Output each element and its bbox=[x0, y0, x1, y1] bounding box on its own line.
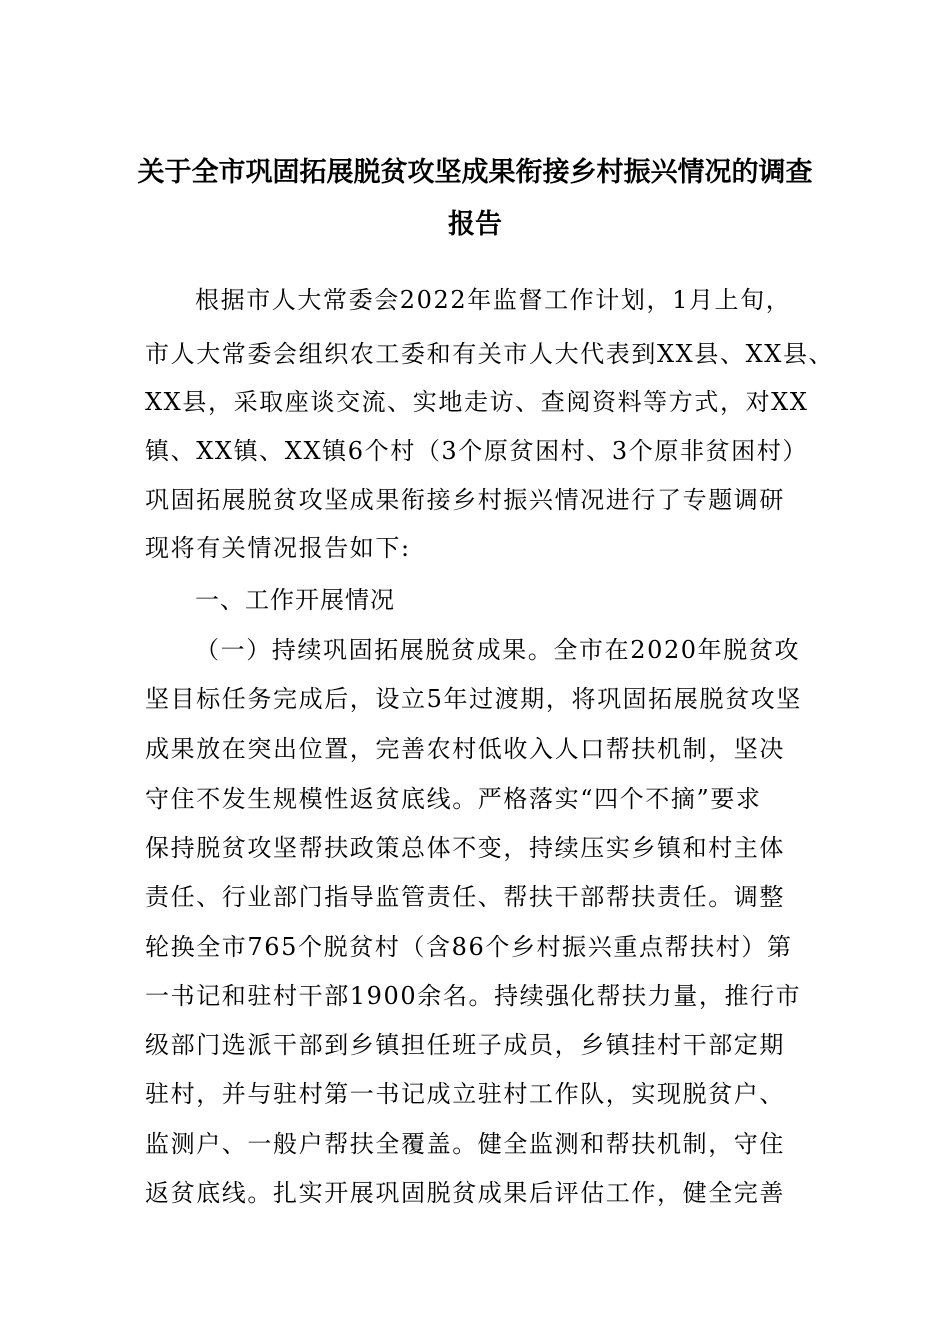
intro-line-3: XX县，采取座谈交流、实地走访、查阅资料等方式，对XX bbox=[145, 388, 809, 416]
intro-line-1: 根据市人大常委会2022年监督工作计划，1月上旬， bbox=[195, 286, 792, 314]
body-line-1: （一）持续巩固拓展脱贫成果。全市在2020年脱贫攻 bbox=[195, 636, 801, 664]
body-line-6: 责任、行业部门指导监管责任、帮扶干部帮扶责任。调整 bbox=[145, 883, 785, 911]
body-line-9: 级部门选派干部到乡镇担任班子成员，乡镇挂村干部定期 bbox=[145, 1031, 785, 1059]
body-line-2: 坚目标任务完成后，设立5年过渡期，将巩固拓展脱贫攻坚 bbox=[145, 685, 802, 713]
body-line-4: 守住不发生规模性返贫底线。严格落实“四个不摘”要求 bbox=[145, 785, 762, 813]
body-line-12: 返贫底线。扎实开展巩固脱贫成果后评估工作，健全完善 bbox=[145, 1179, 785, 1207]
body-line-8: 一书记和驻村干部1900余名。持续强化帮扶力量，推行市 bbox=[145, 982, 802, 1010]
body-line-7: 轮换全市765个脱贫村（含86个乡村振兴重点帮扶村）第 bbox=[145, 933, 793, 961]
section-heading-1: 一、工作开展情况 bbox=[195, 586, 395, 614]
document-title-line-2: 报告 bbox=[448, 209, 502, 240]
intro-line-5: 巩固拓展脱贫攻坚成果衔接乡村振兴情况进行了专题调研 bbox=[145, 486, 785, 514]
intro-line-4: 镇、XX镇、XX镇6个村（3个原贫困村、3个原非贫困村） bbox=[145, 437, 808, 465]
body-line-5: 保持脱贫攻坚帮扶政策总体不变，持续压实乡镇和村主体 bbox=[145, 834, 785, 862]
body-line-3: 成果放在突出位置，完善农村低收入人口帮扶机制，坚决 bbox=[145, 735, 785, 763]
body-line-10: 驻村，并与驻村第一书记成立驻村工作队，实现脱贫户、 bbox=[145, 1080, 785, 1108]
intro-line-2: 市人大常委会组织农工委和有关市人大代表到XX县、XX县、 bbox=[145, 340, 835, 368]
intro-line-6: 现将有关情况报告如下: bbox=[145, 534, 411, 562]
document-title-line-1: 关于全市巩固拓展脱贫攻坚成果衔接乡村振兴情况的调查 bbox=[137, 157, 813, 188]
body-line-11: 监测户、一般户帮扶全覆盖。健全监测和帮扶机制，守住 bbox=[145, 1130, 785, 1158]
